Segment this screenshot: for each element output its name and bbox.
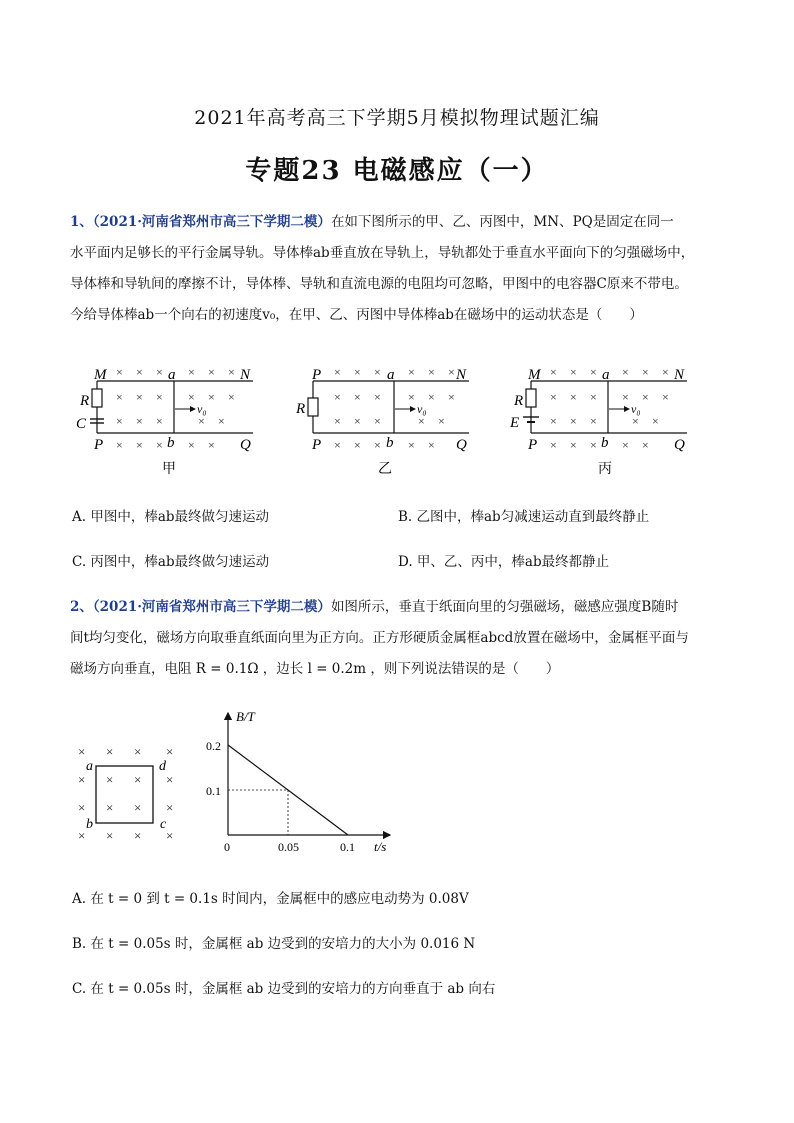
svg-text:×: × — [622, 390, 629, 404]
svg-text:×: × — [106, 772, 114, 787]
svg-text:×: × — [116, 365, 123, 379]
svg-text:×: × — [166, 828, 174, 843]
svg-text:×: × — [166, 800, 174, 815]
svg-text:×: × — [570, 390, 577, 404]
svg-text:P: P — [312, 437, 322, 453]
svg-text:×: × — [438, 414, 445, 428]
svg-text:×: × — [570, 414, 577, 428]
svg-text:×: × — [156, 365, 163, 379]
svg-text:×: × — [136, 438, 143, 452]
svg-text:×: × — [408, 365, 415, 379]
svg-text:R: R — [514, 393, 524, 409]
svg-text:×: × — [590, 438, 597, 452]
svg-text:×: × — [374, 414, 381, 428]
svg-text:×: × — [218, 414, 225, 428]
svg-text:R: R — [296, 401, 306, 417]
frame-label-d: d — [159, 759, 166, 774]
svg-text:×: × — [116, 438, 123, 452]
q2-text — [70, 592, 730, 685]
svg-text:×: × — [550, 414, 557, 428]
svg-text:P: P — [94, 437, 104, 453]
q1-option-b[interactable]: B. 乙图中，棒ab匀减速运动直到最终静止 — [398, 509, 650, 525]
svg-text:×: × — [188, 365, 195, 379]
svg-text:×: × — [106, 744, 114, 759]
svg-text:×: × — [134, 772, 142, 787]
jia-component-label: C — [76, 416, 87, 432]
q2-option-a[interactable]: A. 在 t = 0 到 t = 0.1s 时间内，金属框中的感应电动势为 0.08V — [72, 891, 469, 907]
svg-text:×: × — [106, 800, 114, 815]
q2-bt-graph — [200, 705, 400, 860]
q2-number: 2、 — [70, 599, 93, 615]
q1-line1: 在如下图所示的甲、乙、丙图中，MN、PQ是固定在同一 — [330, 214, 674, 230]
svg-text:×: × — [550, 438, 557, 452]
svg-text:×: × — [354, 390, 361, 404]
q2-line-1 — [70, 592, 730, 623]
svg-text:×: × — [590, 365, 597, 379]
svg-text:×: × — [428, 390, 435, 404]
bing-caption: 丙 — [598, 462, 612, 477]
svg-text:×: × — [156, 438, 163, 452]
svg-text:N: N — [674, 367, 685, 383]
q1-text — [70, 207, 730, 331]
svg-text:×: × — [188, 438, 195, 452]
svg-text:×: × — [428, 365, 435, 379]
svg-text:×: × — [136, 365, 143, 379]
q1-line-3: 导体棒和导轨间的摩擦不计，导体棒、导轨和直流电源的电阻均可忽略，甲图中的电容器C原来不带电。 — [70, 276, 688, 292]
svg-text:×: × — [106, 828, 114, 843]
svg-text:×: × — [334, 365, 341, 379]
svg-text:×: × — [198, 414, 205, 428]
svg-text:×: × — [78, 828, 86, 843]
diagram-bing — [509, 365, 687, 477]
svg-text:×: × — [408, 390, 415, 404]
svg-text:×: × — [208, 390, 215, 404]
svg-text:×: × — [570, 365, 577, 379]
svg-text:v₀: v₀ — [417, 402, 427, 416]
svg-text:×: × — [208, 365, 215, 379]
svg-text:×: × — [134, 828, 142, 843]
q2-source: （2021·河南省郑州市高三下学期二模） — [92, 599, 331, 615]
diagram-jia — [76, 365, 253, 477]
svg-text:N: N — [240, 367, 251, 383]
q2-frame-diagram — [68, 738, 198, 850]
ytick-0.1: 0.1 — [206, 784, 221, 798]
svg-text:×: × — [334, 390, 341, 404]
svg-text:×: × — [228, 365, 235, 379]
xtick-0.1: 0.1 — [340, 840, 355, 854]
svg-text:×: × — [334, 414, 341, 428]
q1-source: （2021·河南省郑州市高三下学期二模） — [92, 214, 331, 230]
svg-text:×: × — [374, 438, 381, 452]
q2-line1: 如图所示，垂直于纸面向里的匀强磁场，磁感应强度B随时 — [330, 599, 679, 615]
svg-text:Q: Q — [456, 437, 467, 453]
svg-text:Q: Q — [240, 437, 251, 453]
metal-frame — [96, 766, 153, 823]
svg-text:M: M — [94, 367, 107, 383]
svg-text:×: × — [448, 390, 455, 404]
svg-text:×: × — [652, 414, 659, 428]
svg-text:b: b — [167, 435, 175, 451]
svg-text:×: × — [622, 365, 629, 379]
svg-text:×: × — [116, 390, 123, 404]
svg-text:×: × — [428, 438, 435, 452]
resistor-icon — [308, 398, 318, 416]
svg-text:P: P — [528, 437, 538, 453]
svg-text:Q: Q — [674, 437, 685, 453]
svg-text:×: × — [418, 414, 425, 428]
resistor-icon — [92, 389, 102, 407]
graph-xlabel: t/s — [374, 839, 387, 854]
svg-text:×: × — [662, 390, 669, 404]
svg-text:×: × — [166, 772, 174, 787]
svg-text:×: × — [134, 800, 142, 815]
svg-text:×: × — [622, 438, 629, 452]
svg-text:N: N — [456, 367, 467, 383]
svg-text:×: × — [134, 744, 142, 759]
svg-text:b: b — [601, 435, 609, 451]
frame-label-c: c — [160, 817, 167, 832]
svg-text:×: × — [78, 772, 86, 787]
q1-option-a[interactable]: A. 甲图中，棒ab最终做匀速运动 — [72, 509, 270, 525]
svg-text:×: × — [188, 390, 195, 404]
document-subtitle: 2021年高考高三下学期5月模拟物理试题汇编 — [194, 107, 600, 129]
resistor-icon — [526, 389, 536, 407]
yi-caption: 乙 — [378, 462, 392, 477]
q1-number: 1、 — [70, 214, 93, 230]
graph-ylabel: B/T — [236, 709, 255, 724]
q1-option-d[interactable]: D. 甲、乙、丙中，棒ab最终都静止 — [398, 554, 610, 570]
svg-text:×: × — [166, 744, 174, 759]
q2-line-3: 磁场方向垂直，电阻 R = 0.1Ω ，边长 l = 0.2m ，则下列说法错误的是（ ） — [70, 661, 560, 677]
svg-text:v₀: v₀ — [197, 402, 207, 416]
diagram-yi — [295, 365, 469, 477]
svg-text:M: M — [528, 367, 541, 383]
svg-text:×: × — [208, 438, 215, 452]
svg-text:P: P — [312, 367, 322, 383]
svg-text:a: a — [602, 367, 610, 383]
q2-line-2: 间t均匀变化，磁场方向取垂直纸面向里为正方向。正方形硬质金属框abcd放置在磁场中，金属框平面与 — [70, 630, 689, 646]
svg-text:R: R — [80, 393, 90, 409]
bing-component-label: E — [510, 415, 520, 431]
jia-caption: 甲 — [162, 462, 176, 477]
svg-text:×: × — [136, 414, 143, 428]
document-title: 专题23 电磁感应（一） — [245, 156, 549, 186]
q1-line-2: 水平面内足够长的平行金属导轨。导体棒ab垂直放在导轨上，导轨都处于垂直水平面向下的匀强磁场中， — [70, 245, 695, 261]
svg-text:×: × — [334, 438, 341, 452]
svg-text:×: × — [590, 414, 597, 428]
svg-text:×: × — [156, 414, 163, 428]
svg-text:×: × — [408, 438, 415, 452]
xtick-0.05: 0.05 — [278, 840, 299, 854]
frame-label-a: a — [86, 759, 93, 774]
svg-text:×: × — [374, 365, 381, 379]
svg-text:×: × — [590, 390, 597, 404]
svg-text:×: × — [570, 438, 577, 452]
q1-line-1 — [70, 207, 730, 238]
svg-text:×: × — [156, 390, 163, 404]
svg-text:a: a — [168, 367, 176, 383]
svg-text:×: × — [78, 744, 86, 759]
q1-circuit-diagrams — [60, 355, 740, 485]
frame-label-b: b — [86, 817, 93, 832]
q2-option-b[interactable]: B. 在 t = 0.05s 时，金属框 ab 边受到的安培力的大小为 0.016 N — [72, 936, 476, 952]
svg-text:×: × — [354, 438, 361, 452]
svg-text:×: × — [354, 414, 361, 428]
svg-text:×: × — [642, 365, 649, 379]
svg-text:×: × — [642, 390, 649, 404]
svg-text:×: × — [78, 800, 86, 815]
svg-text:×: × — [354, 365, 361, 379]
svg-text:×: × — [632, 414, 639, 428]
graph-origin: 0 — [224, 840, 230, 854]
q1-line-4: 今给导体棒ab一个向右的初速度v₀，在甲、乙、丙图中导体棒ab在磁场中的运动状态是（ ） — [70, 307, 643, 323]
svg-text:b: b — [386, 435, 394, 451]
svg-text:×: × — [136, 390, 143, 404]
svg-text:v₀: v₀ — [631, 402, 641, 416]
svg-text:×: × — [374, 390, 381, 404]
q2-option-c[interactable]: C. 在 t = 0.05s 时，金属框 ab 边受到的安培力的方向垂直于 ab 向右 — [72, 981, 496, 997]
svg-text:×: × — [550, 365, 557, 379]
svg-text:×: × — [550, 390, 557, 404]
svg-text:×: × — [116, 414, 123, 428]
svg-text:×: × — [448, 365, 455, 379]
q1-option-c[interactable]: C. 丙图中，棒ab最终做匀速运动 — [72, 554, 270, 570]
svg-text:×: × — [642, 438, 649, 452]
svg-text:×: × — [228, 390, 235, 404]
ytick-0.2: 0.2 — [206, 739, 221, 753]
svg-text:×: × — [662, 365, 669, 379]
svg-text:a: a — [387, 367, 395, 383]
